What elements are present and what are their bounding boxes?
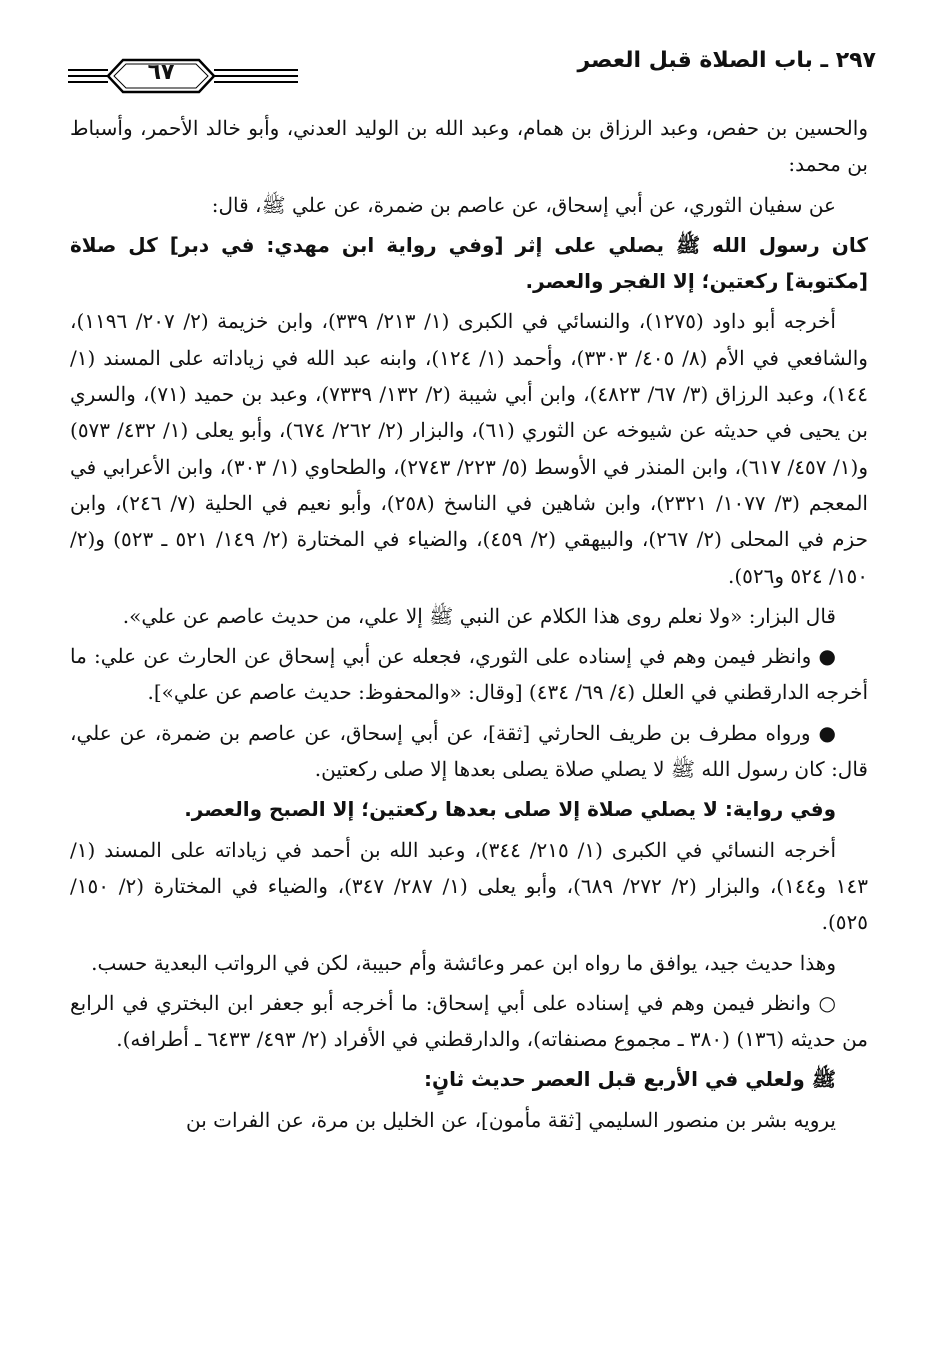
section-heading: ﷺ ولعلي في الأربع قبل العصر حديث ثانٍ: [424, 1067, 836, 1092]
takhrij-paragraph: أخرجه النسائي في الكبرى (١/ ٢١٥/ ٣٤٤)، وعبد الله بن أحمد في زياداته على المسند (١/ ١٤٣ و١٤٤)، والبزار (٢/ ٢٧٢/ ٦٨٩)، وأبو يعلى (١/ ٢٨٧/ ٣٤٧)، والضياء في المختارة (٢/ ١٥٠/ ٥٢٥). [70, 837, 868, 935]
hadith-text: كان رسول الله ﷺ يصلي على إثر [وفي رواية ابن مهدي: في دبر] كل صلاة [مكتوبة] ركعتين؛ إلا الفجر والعصر. [70, 232, 868, 294]
note-paragraph: ● ورواه مطرف بن طريف الحارثي [ثقة]، عن أبي إسحاق، عن عاصم بن ضمرة، عن علي، قال: كان رسول الله ﷺ لا يصلي صلاة يصلى بعدها إلا صلى ركعتين. [70, 720, 868, 782]
page-body [70, 110, 868, 1142]
paragraph: عن سفيان الثوري، عن أبي إسحاق، عن عاصم بن ضمرة، عن علي ﷺ، قال: [211, 192, 836, 217]
running-head: ٢٩٧ ـ باب الصلاة قبل العصر [577, 48, 876, 73]
paragraph: والحسين بن حفص، وعبد الرزاق بن همام، وعبد الله بن الوليد العدني، وأبو خالد الأحمر، وأسباط بن محمد: [70, 116, 868, 177]
paragraph: وهذا حديث جيد، يوافق ما رواه ابن عمر وعائشة وأم حبيبة، لكن في الرواتب البعدية حسب. [91, 950, 836, 975]
page-number: ٦٧ [147, 60, 175, 85]
paragraph: قال البزار: «ولا نعلم روى هذا الكلام عن النبي ﷺ إلا علي، من حديث عاصم عن علي». [122, 603, 836, 628]
page-number-badge [68, 54, 298, 98]
takhrij-paragraph: أخرجه أبو داود (١٢٧٥)، والنسائي في الكبرى (١/ ٢١٣/ ٣٣٩)، وابن خزيمة (٢/ ٢٠٧/ ١١٩٦)، والشافعي في الأم (٨/ ٤٠٥/ ٣٣٠٣)، وأحمد (١/ ١٢٤)، وابنه عبد الله في زياداته على المسند (١/ ١٤٤)، وعبد الرزاق (٣/ ٦٧/ ٤٨٢٣)، وابن أبي شيبة (٢/ ١٣٢/ ٧٣٣٩)، وعبد بن حميد (٧١)، والسري بن يحيى في حديثه عن شيوخه عن الثوري (٦١)، والبزار (٢/ ٢٦٢/ ٦٧٤)، وأبو يعلى (١/ ٤٣٢/ ٥٧٣) و(١/ ٤٥٧/ ٦١٧)، وابن المنذر في الأوسط (٥/ ٢٢٣/ ٢٧٤٣)، والطحاوي (١/ ٣٠٣)، وابن الأعرابي في المعجم (٣/ ١٠٧٧/ ٢٣٢١)، وابن شاهين في الناسخ (٢٥٨)، وأبو نعيم في الحلية (٧/ ٢٤٦)، وابن حزم في المحلى (٢/ ٢٦٧)، والبيهقي (٢/ ٤٥٩)، والضياء في المختارة (٢/ ١٤٩/ ٥٢١ ـ ٥٢٣) و(٢/ ١٥٠/ ٥٢٤ و٥٢٦). [70, 309, 868, 588]
page-header [68, 44, 876, 100]
note-paragraph: ● وانظر فيمن وهم في إسناده على الثوري، فجعله عن أبي إسحاق عن الحارث عن علي: ما أخرجه الدارقطني في العلل (٤/ ٦٩/ ٤٣٤) [وقال: «والمحفوظ: حديث عاصم عن علي»]. [70, 644, 868, 705]
paragraph: يرويه بشر بن منصور السليمي [ثقة مأمون]، عن الخليل بن مرة، عن الفرات بن [185, 1107, 836, 1132]
note-paragraph: ○ وانظر فيمن وهم في إسناده على أبي إسحاق: ما أخرجه أبو جعفر ابن البختري في الرابع من حديثه (١٣٦) (٣٨٠ ـ مجموع مصنفاته)، والدارقطني في الأفراد (٢/ ٤٩٣/ ٦٤٣٣ ـ أطرافه). [70, 990, 868, 1052]
hadith-text: وفي رواية: لا يصلي صلاة إلا صلى بعدها ركعتين؛ إلا الصبح والعصر. [184, 797, 836, 822]
